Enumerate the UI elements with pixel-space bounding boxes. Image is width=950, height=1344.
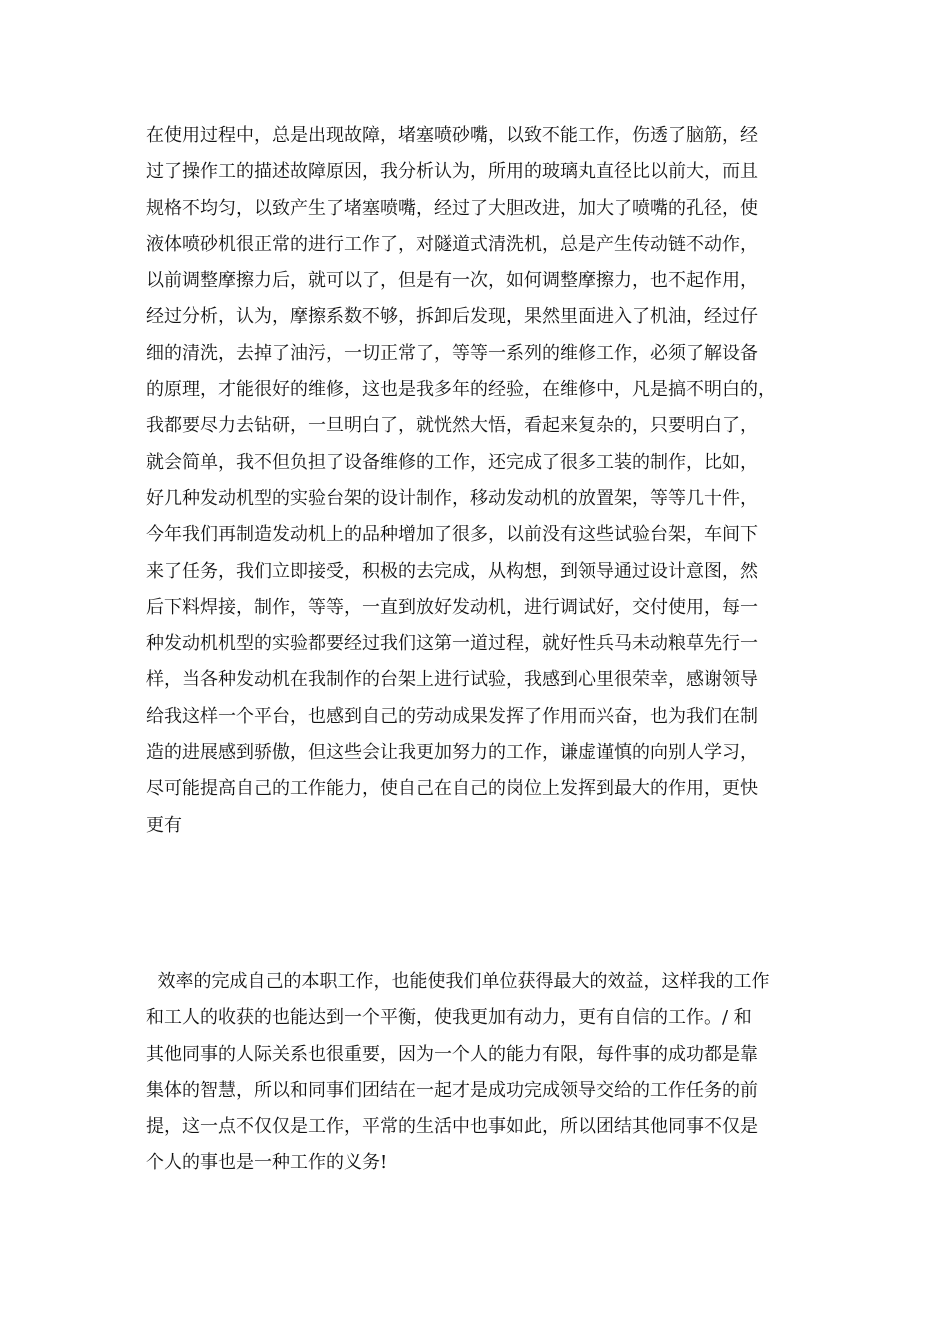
text-line: 后下料焊接，制作，等等，一直到放好发动机，进行调试好，交付使用，每一 — [146, 596, 758, 618]
text-line: 样，当各种发动机在我制作的台架上进行试验，我感到心里很荣幸，感谢领导 — [146, 669, 758, 691]
text-line: 和工人的收获的也能达到一个平衡，使我更加有动力，更有自信的工作。/ 和 — [146, 1007, 752, 1029]
paragraph-2 — [146, 964, 816, 1182]
text-line: 种发动机机型的实验都要经过我们这第一道过程，就好性兵马未动粮草先行一 — [146, 633, 758, 655]
text-line: 规格不均匀，以致产生了堵塞喷嘴，经过了大胆改进，加大了喷嘴的孔径，使 — [146, 197, 758, 219]
text-line: 来了任务，我们立即接受，积极的去完成，从构想，到领导通过设计意图，然 — [146, 560, 758, 582]
text-line: 经过分析，认为，摩擦系数不够，拆卸后发现，果然里面进入了机油，经过仔 — [146, 306, 758, 328]
text-line: 提，这一点不仅仅是工作，平常的生活中也事如此，所以团结其他同事不仅是 — [146, 1116, 758, 1138]
text-line: 其他同事的人际关系也很重要，因为一个人的能力有限，每件事的成功都是靠 — [146, 1043, 758, 1065]
text-line: 造的进展感到骄傲，但这些会让我更加努力的工作，谦虚谨慎的向别人学习， — [146, 742, 758, 764]
text-line: 我都要尽力去钻研，一旦明白了，就恍然大悟，看起来复杂的，只要明白了， — [146, 415, 758, 437]
text-line: 个人的事也是一种工作的义务! — [146, 1152, 388, 1174]
text-line: 更有 — [146, 814, 182, 836]
text-line: 的原理，才能很好的维修，这也是我多年的经验，在维修中，凡是搞不明白的， — [146, 379, 776, 401]
text-line: 过了操作工的描述故障原因，我分析认为，所用的玻璃丸直径比以前大，而且 — [146, 161, 758, 183]
text-line: 集体的智慧，所以和同事们团结在一起才是成功完成领导交给的工作任务的前 — [146, 1079, 758, 1101]
text-line: 效率的完成自己的本职工作，也能使我们单位获得最大的效益，这样我的工作 — [146, 971, 770, 992]
text-line: 细的清洗，去掉了油污，一切正常了，等等一系列的维修工作，必须了解设备 — [146, 342, 758, 364]
text-line: 好几种发动机型的实验台架的设计制作，移动发动机的放置架，等等几十件， — [146, 487, 758, 509]
text-line: 今年我们再制造发动机上的品种增加了很多，以前没有这些试验台架，车间下 — [146, 524, 758, 546]
paragraph-1 — [146, 118, 816, 844]
text-line: 液体喷砂机很正常的进行工作了，对隧道式清洗机，总是产生传动链不动作， — [146, 233, 758, 255]
text-line: 就会简单，我不但负担了设备维修的工作，还完成了很多工装的制作，比如， — [146, 451, 758, 473]
text-line: 在使用过程中，总是出现故障，堵塞喷砂嘴，以致不能工作，伤透了脑筋，经 — [146, 125, 758, 146]
text-line: 给我这样一个平台，也感到自己的劳动成果发挥了作用而兴奋，也为我们在制 — [146, 705, 758, 727]
text-line: 尽可能提高自己的工作能力，使自己在自己的岗位上发挥到最大的作用，更快 — [146, 778, 758, 800]
text-line: 以前调整摩擦力后，就可以了，但是有一次，如何调整摩擦力，也不起作用， — [146, 270, 758, 292]
